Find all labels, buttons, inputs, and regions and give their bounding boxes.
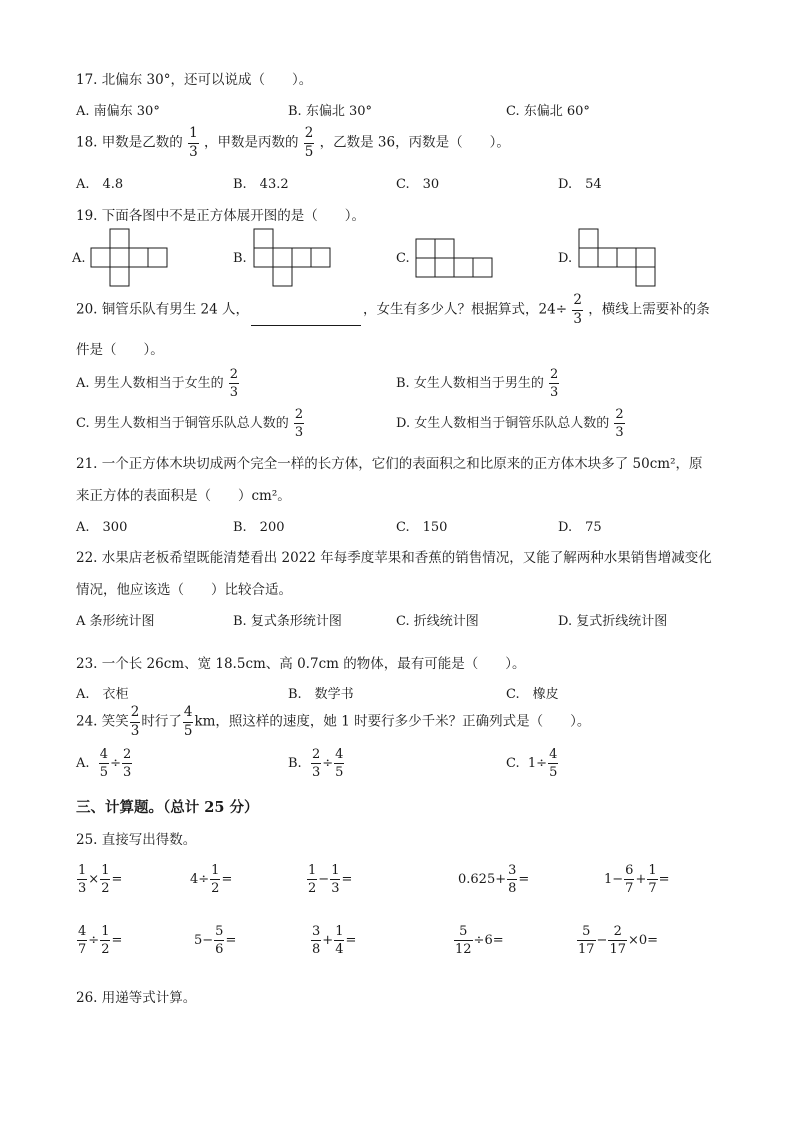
answer-blank[interactable]	[251, 313, 361, 326]
q23-option-c[interactable]: C. 橡皮	[506, 687, 559, 702]
q17-option-c[interactable]: C. 东偏北 60°	[506, 104, 590, 119]
fraction: $\frac{2}{3}$	[615, 407, 624, 440]
q21-option-b[interactable]: B. 200	[233, 520, 285, 535]
q18-option-d[interactable]: D. 54	[558, 177, 602, 192]
cube-net-c	[415, 238, 495, 280]
q21-option-d[interactable]: D. 75	[558, 520, 602, 535]
fraction: $\frac{1}{3}$	[189, 125, 198, 160]
q23-option-a[interactable]: A. 衣柜	[76, 687, 129, 702]
fraction: $\frac{2}{3}$	[294, 407, 304, 440]
q19-option-a[interactable]: A.	[72, 251, 86, 266]
q24-option-a[interactable]: A. $\frac{4}{5}$ ÷ $\frac{2}{3}$	[76, 747, 132, 780]
question-21-line2: 来正方体的表面积是（ ）cm²。	[76, 488, 291, 504]
cube-net-a	[90, 228, 170, 288]
q18-option-b[interactable]: B. 43.2	[233, 177, 289, 192]
calc-expression: $\frac{5}{17}$ − $\frac{2}{17}$ ×0=	[578, 924, 659, 957]
calc-expression: 0.625+ $\frac{3}{8}$ =	[458, 863, 530, 896]
q18-option-a[interactable]: A. 4.8	[76, 177, 124, 192]
calc-expression: $\frac{3}{8}$ + $\frac{1}{4}$ =	[312, 924, 357, 957]
fraction: $\frac{2}{5}$	[304, 125, 314, 160]
fraction: $\frac{2}{3}$	[573, 292, 582, 327]
q22-option-c[interactable]: C. 折线统计图	[396, 614, 479, 629]
q24-option-b[interactable]: B. $\frac{2}{3}$ ÷ $\frac{4}{5}$	[288, 747, 344, 780]
calc-expression: $\frac{5}{12}$ ÷6=	[455, 924, 504, 957]
question-25: 25. 直接写出得数。	[76, 832, 197, 848]
q20-option-a[interactable]: A. 男生人数相当于女生的 $\frac{2}{3}$	[76, 367, 239, 400]
q19-option-c[interactable]: C.	[396, 251, 410, 266]
question-22: 22. 水果店老板希望既能清楚看出 2022 年每季度苹果和香蕉的销售情况，又能了解两种水果销售增减变化	[76, 550, 712, 566]
question-24: 24. 笑笑 $\frac{2}{3}$ 时行了 $\frac{4}{5}$ km，照这样的速度，她 1 时要行多少千米？正确列式是（ ）。	[76, 704, 591, 739]
question-19: 19. 下面各图中不是正方体展开图的是（ ）。	[76, 208, 366, 224]
q20-option-b[interactable]: B. 女生人数相当于男生的 $\frac{2}{3}$	[396, 367, 559, 400]
q23-option-b[interactable]: B. 数学书	[288, 687, 354, 702]
q17-option-b[interactable]: B. 东偏北 30°	[288, 104, 372, 119]
q19-option-d[interactable]: D.	[558, 251, 573, 266]
question-20-line2: 件是（ ）。	[76, 342, 164, 358]
section-title: 三、计算题。（总计 25 分）	[76, 799, 259, 816]
q19-option-b[interactable]: B.	[233, 251, 247, 266]
q22-option-d[interactable]: D. 复式折线统计图	[558, 614, 668, 629]
calc-expression: 5− $\frac{5}{6}$ =	[194, 924, 237, 957]
calc-expression: $\frac{4}{7}$ ÷ $\frac{1}{2}$ =	[78, 924, 123, 957]
calc-expression: 1− $\frac{6}{7}$ + $\frac{1}{7}$ =	[604, 863, 670, 896]
question-21: 21. 一个正方体木块切成两个完全一样的长方体，它们的表面积之和比原来的正方体木块多了 50cm²，原	[76, 456, 703, 472]
q22-option-b[interactable]: B. 复式条形统计图	[233, 614, 342, 629]
q20-option-c[interactable]: C. 男生人数相当于铜管乐队总人数的 $\frac{2}{3}$	[76, 407, 304, 440]
q21-option-c[interactable]: C. 150	[396, 520, 448, 535]
q18-option-c[interactable]: C. 30	[396, 177, 440, 192]
fraction: $\frac{2}{3}$	[130, 704, 140, 739]
question-23: 23. 一个长 26cm、宽 18.5cm、高 0.7cm 的物体，最有可能是（ ）。	[76, 656, 526, 672]
fraction: $\frac{2}{3}$	[549, 367, 559, 400]
q24-option-c[interactable]: C. 1÷ $\frac{4}{5}$	[506, 747, 558, 780]
q21-option-a[interactable]: A. 300	[76, 520, 128, 535]
question-18: 18. 甲数是乙数的 $\frac{1}{3}$ ，甲数是丙数的 $\frac{2}{5}$ ，乙数是 36，丙数是（ ）。	[76, 125, 510, 160]
q17-option-a[interactable]: A. 南偏东 30°	[76, 104, 160, 119]
fraction: $\frac{2}{3}$	[229, 367, 239, 400]
calc-expression: $\frac{1}{2}$ − $\frac{1}{3}$ =	[308, 863, 353, 896]
fraction: $\frac{4}{5}$	[183, 704, 193, 739]
question-26: 26. 用递等式计算。	[76, 990, 197, 1006]
calc-expression: $\frac{1}{3}$ × $\frac{1}{2}$ =	[78, 863, 123, 896]
question-20: 20. 铜管乐队有男生 24 人， ，女生有多少人？根据算式，24÷ $\frac{2}{3}$ ，横线上需要补的条	[76, 292, 710, 327]
question-17: 17. 北偏东 30°，还可以说成（ ）。	[76, 72, 313, 88]
cube-net-d	[578, 228, 658, 288]
q22-option-a[interactable]: A 条形统计图	[76, 614, 155, 629]
calc-expression: 4÷ $\frac{1}{2}$ =	[190, 863, 233, 896]
q20-option-d[interactable]: D. 女生人数相当于铜管乐队总人数的 $\frac{2}{3}$	[396, 407, 624, 440]
question-22-line2: 情况，他应该选（ ）比较合适。	[76, 582, 292, 598]
cube-net-b	[253, 228, 333, 288]
